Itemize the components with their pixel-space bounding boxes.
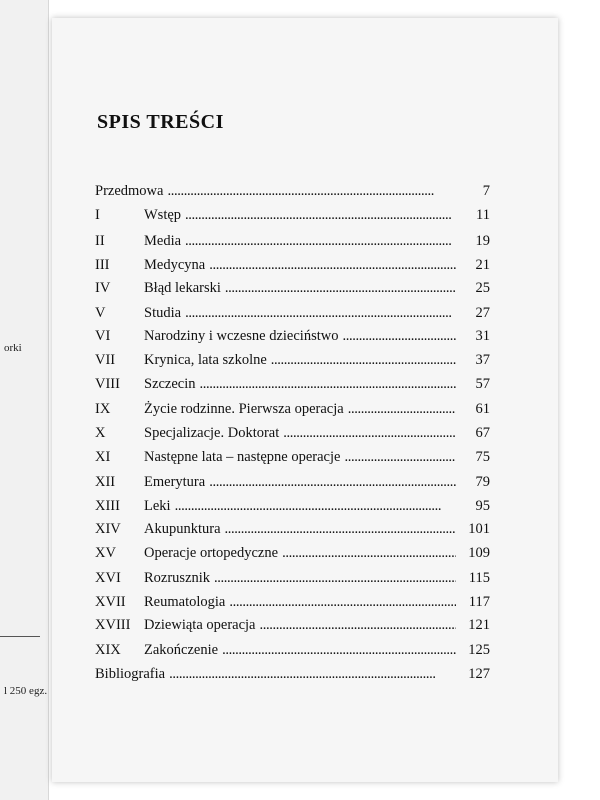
- toc-entry: [0, 207, 600, 227]
- toc-page-number: 121: [468, 617, 490, 633]
- toc-leader-dots: [344, 449, 456, 466]
- toc-page-number: 61: [475, 401, 490, 417]
- toc-entry: [0, 328, 600, 348]
- toc-page-number: 31: [475, 328, 490, 344]
- toc-entry: [0, 257, 600, 277]
- toc-chapter-title: Narodziny i wczesne dzieciństwo: [144, 328, 339, 344]
- toc-chapter-title: Następne lata – następne operacje: [144, 449, 341, 465]
- toc-chapter-number: XIX: [95, 642, 121, 658]
- toc-leader-dots: [209, 474, 456, 491]
- toc-chapter-title: Przedmowa: [95, 183, 164, 199]
- toc-chapter-number: VI: [95, 328, 111, 344]
- toc-chapter-title: Medycyna: [144, 257, 206, 273]
- toc-page-number: 19: [475, 233, 490, 249]
- toc-page-number: 115: [468, 570, 490, 586]
- toc-entry: [0, 233, 600, 253]
- toc-leader-dots: [342, 328, 456, 345]
- toc-entry: [0, 521, 600, 541]
- toc-chapter-number: XIV: [95, 521, 121, 537]
- page-title: SPIS TREŚCI: [97, 111, 224, 133]
- toc-leader-dots: [225, 280, 456, 297]
- toc-leader-dots: [209, 257, 456, 274]
- toc-entry: [0, 498, 600, 518]
- toc-leader-dots: [282, 545, 456, 562]
- toc-chapter-title: Studia: [144, 305, 182, 321]
- toc-chapter-number: I: [95, 207, 100, 223]
- toc-page-number: 95: [475, 498, 490, 514]
- toc-entry: [0, 474, 600, 494]
- toc-chapter-title: Szczecin: [144, 376, 196, 392]
- toc-page-number: 117: [468, 594, 490, 610]
- toc-chapter-title: Akupunktura: [144, 521, 221, 537]
- toc-entry: [0, 666, 600, 686]
- toc-leader-dots: [260, 617, 457, 634]
- toc-leader-dots: [185, 207, 456, 224]
- toc-chapter-title: Dziewiąta operacja: [144, 617, 256, 633]
- toc-leader-dots: [225, 521, 456, 538]
- toc-leader-dots: [283, 425, 456, 442]
- toc-chapter-number: II: [95, 233, 105, 249]
- toc-page-number: 7: [482, 183, 490, 199]
- toc-entry: [0, 352, 600, 372]
- toc-entry: [0, 642, 600, 662]
- toc-leader-dots: [214, 570, 456, 587]
- toc-leader-dots: [222, 642, 456, 659]
- toc-page-number: 79: [475, 474, 490, 490]
- toc-leader-dots: [185, 305, 456, 322]
- toc-leader-dots: [348, 401, 456, 418]
- toc-entry: [0, 570, 600, 590]
- toc-chapter-number: IV: [95, 280, 111, 296]
- toc-chapter-number: XVI: [95, 570, 121, 586]
- toc-leader-dots: [169, 666, 456, 683]
- toc-chapter-title: Operacje ortopedyczne: [144, 545, 279, 561]
- toc-page-number: 67: [475, 425, 490, 441]
- toc-chapter-number: X: [95, 425, 106, 441]
- toc-chapter-title: Leki: [144, 498, 171, 514]
- toc-page-number: 101: [468, 521, 490, 537]
- toc-chapter-number: XVII: [95, 594, 126, 610]
- toc-chapter-number: V: [95, 305, 106, 321]
- toc-leader-dots: [175, 498, 456, 515]
- toc-chapter-title: Bibliografia: [95, 666, 166, 682]
- toc-entry: [0, 401, 600, 421]
- toc-page-number: 109: [468, 545, 490, 561]
- toc-leader-dots: [167, 183, 456, 200]
- toc-entry: [0, 305, 600, 325]
- toc-page-number: 127: [468, 666, 490, 682]
- toc-chapter-title: Media: [144, 233, 182, 249]
- toc-entry: [0, 545, 600, 565]
- toc-chapter-title: Życie rodzinne. Pierwsza operacja: [144, 401, 344, 417]
- toc-page-number: 11: [476, 207, 490, 223]
- toc-chapter-title: Emerytura: [144, 474, 206, 490]
- toc-page-number: 75: [475, 449, 490, 465]
- toc-chapter-number: XII: [95, 474, 116, 490]
- toc-chapter-title: Zakończenie: [144, 642, 219, 658]
- toc-chapter-number: XI: [95, 449, 111, 465]
- toc-chapter-title: Błąd lekarski: [144, 280, 221, 296]
- left-page-fragment: l 250 egz.: [4, 685, 48, 697]
- toc-chapter-number: XVIII: [95, 617, 131, 633]
- toc-entry: [0, 376, 600, 396]
- toc-leader-dots: [271, 352, 456, 369]
- toc-page-number: 37: [475, 352, 490, 368]
- toc-leader-dots: [185, 233, 456, 250]
- toc-entry: [0, 280, 600, 300]
- toc-page-number: 27: [475, 305, 490, 321]
- toc-chapter-title: Rozrusznik: [144, 570, 211, 586]
- toc-chapter-title: Reumatologia: [144, 594, 226, 610]
- toc-page-number: 25: [475, 280, 490, 296]
- toc-chapter-number: VII: [95, 352, 116, 368]
- toc-chapter-title: Specjalizacje. Doktorat: [144, 425, 280, 441]
- toc-page-number: 125: [468, 642, 490, 658]
- toc-entry: [0, 183, 600, 203]
- left-page-fragment: orki: [4, 342, 22, 354]
- toc-chapter-title: Wstęp: [144, 207, 182, 223]
- toc-page-number: 21: [475, 257, 490, 273]
- toc-entry: [0, 617, 600, 637]
- toc-chapter-title: Krynica, lata szkolne: [144, 352, 267, 368]
- toc-chapter-number: XIII: [95, 498, 120, 514]
- toc-leader-dots: [229, 594, 456, 611]
- toc-chapter-number: III: [95, 257, 110, 273]
- toc-chapter-number: XV: [95, 545, 116, 561]
- toc-entry: [0, 594, 600, 614]
- toc-entry: [0, 449, 600, 469]
- toc-chapter-number: IX: [95, 401, 111, 417]
- toc-entry: [0, 425, 600, 445]
- toc-page-number: 57: [475, 376, 490, 392]
- toc-leader-dots: [200, 376, 456, 393]
- toc-chapter-number: VIII: [95, 376, 120, 392]
